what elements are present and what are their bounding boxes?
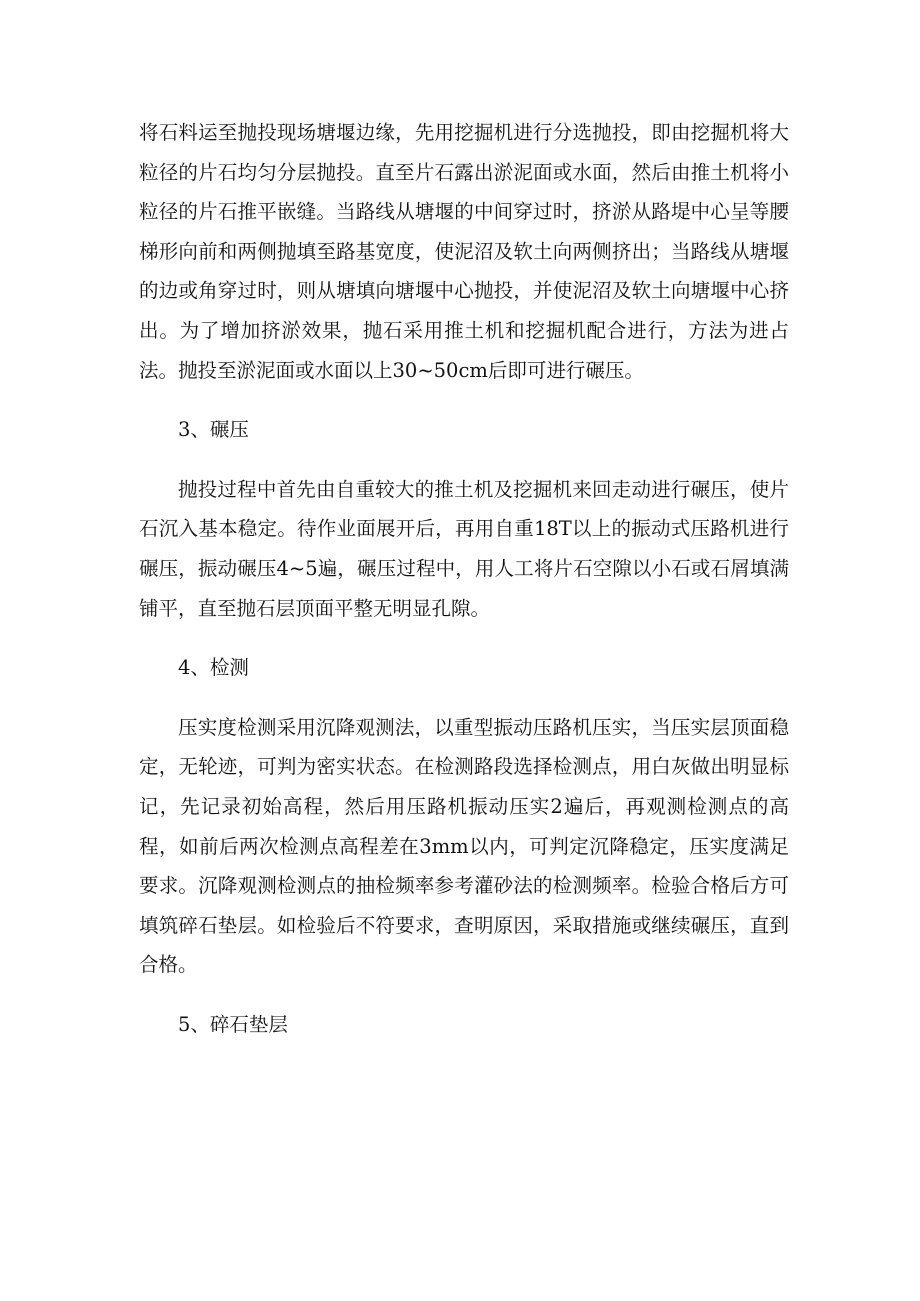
document-body — [139, 113, 789, 1064]
section-heading-compaction: 3、碾压 — [178, 418, 249, 442]
paragraph-compaction: 抛投过程中首先由自重较大的推土机及挖掘机来回走动进行碾压，使片石沉入基本稳定。待作业面展开后，再用自重18T以上的振动式压路机进行碾压，振动碾压4~5遍，碾压过程中，用人工将片石空隙以小石或石屑填满铺平，直至抛石层顶面平整无明显孔隙。 — [139, 477, 789, 620]
section-heading-gravel-cushion: 5、碎石垫层 — [178, 1012, 288, 1036]
paragraph-rock-dumping: 将石料运至抛投现场塘堰边缘，先用挖掘机进行分选抛投，即由挖掘机将大粒径的片石均匀分层抛投。直至片石露出淤泥面或水面，然后由推土机将小粒径的片石推平嵌缝。当路线从塘堰的中间穿过时，挤淤从路堤中心呈等腰梯形向前和两侧抛填至路基宽度，使泥沼及软土向两侧挤出；当路线从塘堰的边或角穿过时，则从塘填向塘堰中心抛投，并使泥沼及软土向塘堰中心挤出。为了增加挤淤效果，抛石采用推土机和挖掘机配合进行，方法为进占法。抛投至淤泥面或水面以上30~50cm后即可进行碾压。 — [139, 121, 789, 382]
paragraph-inspection: 压实度检测采用沉降观测法，以重型振动压路机压实，当压实层顶面稳定，无轮迹，可判为密实状态。在检测路段选择检测点，用白灰做出明显标记，先记录初始高程，然后用压路机振动压实2遍后，再观测检测点的高程，如前后两次检测点高程差在3mm以内，可判定沉降稳定，压实度满足要求。沉降观测检测点的抽检频率参考灌砂法的检测频率。检验合格后方可填筑碎石垫层。如检验后不符要求，查明原因，采取措施或继续碾压，直到合格。 — [139, 715, 789, 977]
section-heading-inspection: 4、检测 — [178, 656, 249, 680]
